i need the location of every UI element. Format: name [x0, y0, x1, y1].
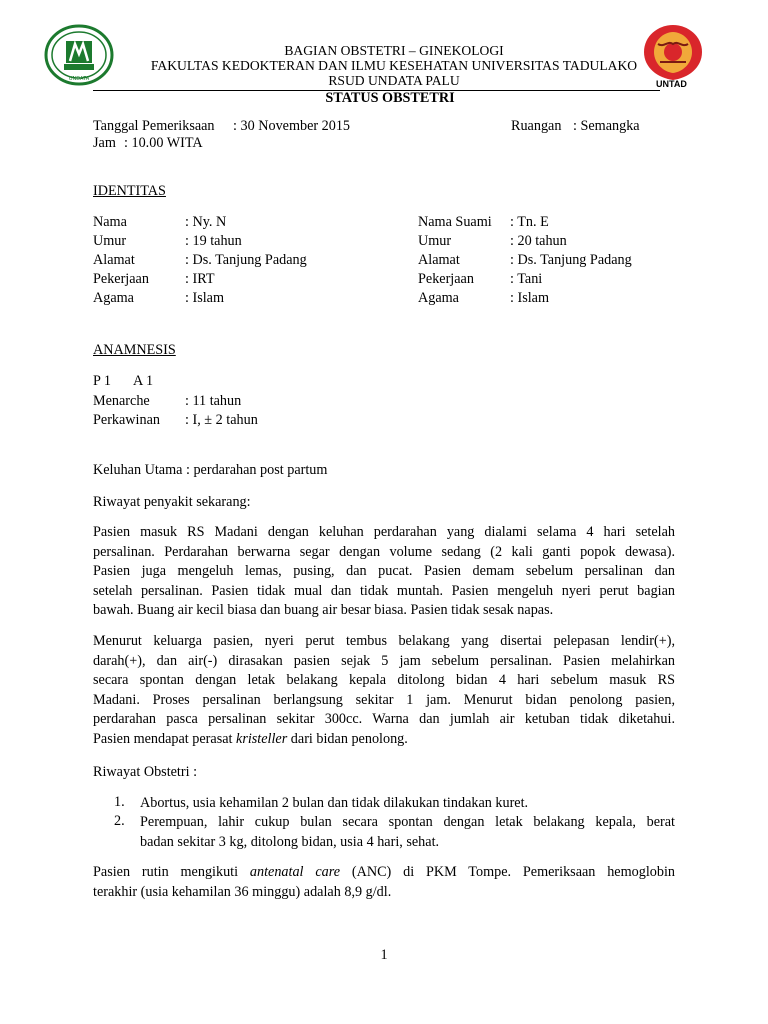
obstetri-item-number: 2.	[114, 813, 125, 829]
paragraph-line-last	[93, 730, 675, 750]
patient-job-value: : IRT	[185, 271, 215, 287]
patient-job-label: Pekerjaan	[93, 271, 149, 287]
document-title: STATUS OBSTETRI	[325, 90, 455, 106]
obstetri-item-line: Abortus, usia kehamilan 2 bulan dan tidak dilakukan tindakan kuret.	[140, 795, 529, 811]
header-line-2: FAKULTAS KEDOKTERAN DAN ILMU KESEHATAN UNIVERSITAS TADULAKO	[150, 58, 638, 73]
perkawinan-value: : I, ± 2 tahun	[185, 412, 258, 428]
husband-address-label: Alamat	[418, 252, 460, 268]
perkawinan-label: Perkawinan	[93, 412, 160, 428]
text-run: (ANC) di PKM Tompe. Pemeriksaan hemoglobin	[340, 864, 675, 880]
text-run: dari bidan penolong.	[287, 730, 408, 747]
room-label: Ruangan	[511, 118, 562, 134]
parity-p: P 1	[93, 373, 112, 389]
obstetri-item	[140, 813, 675, 852]
patient-religion-label: Agama	[93, 290, 134, 306]
paragraph-line: Menurut keluarga pasien, nyeri perut tembus belakang yang disertai pelepasan lendir(+),	[93, 633, 675, 649]
riwayat-sekarang-label: Riwayat penyakit sekarang:	[93, 494, 251, 510]
text-run: Pasien mendapat perasat	[93, 730, 237, 747]
paragraph-line: perdarahan pasca persalinan sekitar 300cc. Warna dan jumlah air ketuban tidak diketahui.	[93, 711, 675, 728]
paragraph-line: Pasien masuk RS Madani dengan keluhan perdarahan yang dialami selama 4 hari setelah	[93, 524, 675, 540]
untad-logo	[640, 22, 706, 92]
obstetri-item-line: badan sekitar 3 kg, ditolong bidan, usia 4 hari, sehat.	[140, 833, 440, 850]
exam-date-value: : 30 November 2015	[233, 118, 351, 134]
page-number: 1	[380, 947, 388, 963]
riwayat-obstetri-label: Riwayat Obstetri :	[93, 764, 198, 780]
husband-address-value: : Ds. Tanjung Padang	[510, 252, 632, 268]
patient-name-label: Nama	[93, 214, 127, 230]
keluhan-utama: Keluhan Utama : perdarahan post partum	[93, 462, 328, 478]
husband-job-label: Pekerjaan	[418, 271, 474, 287]
husband-name-label: Nama Suami	[418, 214, 492, 230]
paragraph-line: Madani. Proses persalinan berlangsung sekitar 1 jam. Menurut bidan penolong pasien,	[93, 691, 675, 708]
room-value: : Semangka	[573, 118, 640, 134]
paragraph-line: secara spontan dengan letak belakang kepala ditolong bidan 4 hari sebelum masuk RS	[93, 672, 675, 689]
svg-text:UNDATA: UNDATA	[68, 76, 90, 82]
obstetri-item-line: Perempuan, lahir cukup bulan secara spontan dengan letak belakang kepala, berat	[140, 814, 675, 830]
patient-address-label: Alamat	[93, 252, 135, 268]
patient-address-value: : Ds. Tanjung Padang	[185, 252, 307, 268]
menarche-label: Menarche	[93, 393, 150, 409]
paragraph-line: persalinan. Perdarahan berwarna segar dengan volume sedang (2 kali ganti popok dewasa).	[93, 543, 675, 560]
exam-time-label: Jam	[93, 135, 116, 151]
patient-name-value: : Ny. N	[185, 214, 227, 230]
paragraph-line: terakhir (usia kehamilan 36 minggu) adalah 8,9 g/dl.	[93, 883, 392, 900]
husband-job-value: : Tani	[510, 271, 543, 287]
history-paragraph-2	[93, 632, 675, 750]
obstetri-item	[140, 794, 675, 814]
obstetri-item-number: 1.	[114, 794, 125, 810]
paragraph-line: Pasien juga mengeluh lemas, pusing, dan pucat. Pasien demam sebelum persalinan dan	[93, 563, 675, 580]
paragraph-line	[93, 863, 675, 883]
italic-term: antenatal care	[249, 864, 341, 880]
husband-religion-value: : Islam	[510, 290, 550, 306]
exam-time-value: : 10.00 WITA	[124, 135, 203, 151]
header-line-3: RSUD UNDATA PALU	[328, 73, 460, 88]
patient-age-value: : 19 tahun	[185, 233, 242, 249]
untad-logo-text: UNTAD	[656, 79, 687, 89]
anc-paragraph	[93, 863, 675, 902]
patient-age-label: Umur	[93, 233, 127, 249]
text-run: Pasien rutin mengikuti	[93, 864, 250, 880]
italic-term: kristeller	[236, 730, 288, 747]
paragraph-line: bawah. Buang air kecil biasa dan buang air besar biasa. Pasien tidak sesak napas.	[93, 602, 554, 619]
husband-age-label: Umur	[418, 233, 452, 249]
husband-name-value: : Tn. E	[510, 214, 549, 230]
history-paragraph-1	[93, 523, 675, 621]
header-line-1: BAGIAN OBSTETRI – GINEKOLOGI	[284, 43, 504, 58]
identitas-heading: IDENTITAS	[93, 183, 166, 199]
patient-religion-value: : Islam	[185, 290, 225, 306]
menarche-value: : 11 tahun	[185, 393, 242, 409]
husband-religion-label: Agama	[418, 290, 459, 306]
paragraph-line: darah(+), dan air(-) dirasakan pasien sejak 5 jam sebelum persalinan. Pasien melahirkan	[93, 652, 675, 669]
exam-date-label: Tanggal Pemeriksaan	[93, 118, 215, 134]
anamnesis-heading: ANAMNESIS	[93, 342, 176, 358]
paragraph-line: setelah persalinan. Pasien tidak mual dan tidak muntah. Pasien mengeluh nyeri perut bagian	[93, 582, 675, 599]
parity-a: A 1	[133, 373, 154, 389]
husband-age-value: : 20 tahun	[510, 233, 567, 249]
